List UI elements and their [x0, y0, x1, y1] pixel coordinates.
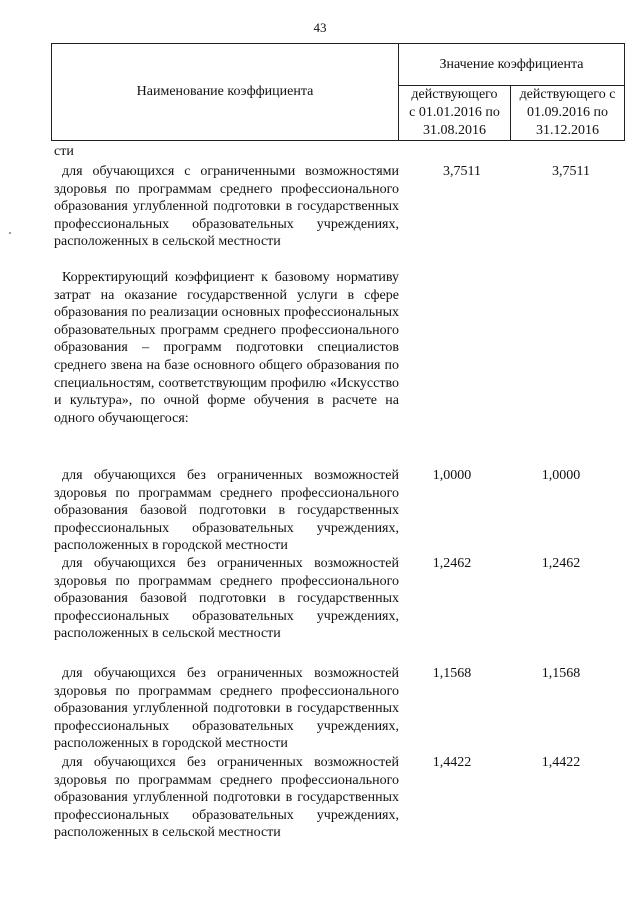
- coefficient-value-period-1: 1,4422: [432, 755, 472, 770]
- coefficient-value-period-1: 1,2462: [432, 556, 472, 571]
- coefficient-value-period-2: 1,2462: [541, 556, 581, 571]
- coefficient-value-period-2: 1,1568: [541, 666, 581, 681]
- coefficient-row-description: для обучающихся без ограниченных возможностей здоровья по программам среднего профессионального образования углубленной подготовки в государственных профессиональных образовательных учреждениях, расположенных в городской местности: [54, 666, 399, 752]
- header-col1-line: 31.08.2016: [423, 123, 486, 138]
- header-col2-line: 31.12.2016: [536, 123, 599, 138]
- header-col2-line: 01.09.2016 по: [527, 105, 608, 120]
- section-heading: Корректирующий коэффициент к базовому нормативу затрат на оказание государственной услуги в сфере образования по реализации основных профессиональных образовательных программ среднего профессионального образования – программ подготовки специалистов среднего звена на базе основного общего образования по специальностям, соответствующим профилю «Искусство и культура», по очной форме обучения в расчете на одного обучающегося:: [54, 270, 399, 426]
- page-number: 43: [313, 20, 327, 35]
- header-border-right: [624, 43, 625, 141]
- continuation-text: сти: [54, 144, 74, 159]
- header-value-group: Значение коэффициента: [439, 56, 584, 72]
- coefficient-value-period-1: 1,0000: [432, 468, 472, 483]
- coefficient-row-description: для обучающихся с ограниченными возможностями здоровья по программам среднего профессионального образования углубленной подготовки в государственных профессиональных образовательных учреждениях, расположенных в сельской местности: [54, 164, 399, 250]
- header-col-period-1: [399, 86, 510, 140]
- scan-edge-mark: [9, 232, 11, 234]
- header-col-period-2: [511, 86, 624, 140]
- coefficient-row-description: для обучающихся без ограниченных возможностей здоровья по программам среднего профессионального образования углубленной подготовки в государственных профессиональных образовательных учреждениях, расположенных в сельской местности: [54, 755, 399, 841]
- coefficient-row-description: для обучающихся без ограниченных возможностей здоровья по программам среднего профессионального образования базовой подготовки в государственных профессиональных образовательных учреждениях, расположенных в сельской местности: [54, 556, 399, 642]
- header-col1-line: действующего: [411, 87, 498, 102]
- table-header: [51, 43, 625, 141]
- coefficient-value-period-1: 1,1568: [432, 666, 472, 681]
- coefficient-value-period-2: 1,4422: [541, 755, 581, 770]
- header-name-col: Наименование коэффициента: [136, 84, 314, 99]
- coefficient-value-period-1: 3,7511: [443, 164, 481, 179]
- coefficient-row-description: для обучающихся без ограниченных возможностей здоровья по программам среднего профессионального образования базовой подготовки в государственных профессиональных образовательных учреждениях, расположенных в городской местности: [54, 468, 399, 554]
- header-col1-line: с 01.01.2016 по: [409, 105, 500, 120]
- coefficient-value-period-2: 1,0000: [541, 468, 581, 483]
- header-col2-line: действующего с: [519, 87, 616, 102]
- coefficient-value-period-2: 3,7511: [552, 164, 590, 179]
- header-border-bottom: [51, 140, 625, 141]
